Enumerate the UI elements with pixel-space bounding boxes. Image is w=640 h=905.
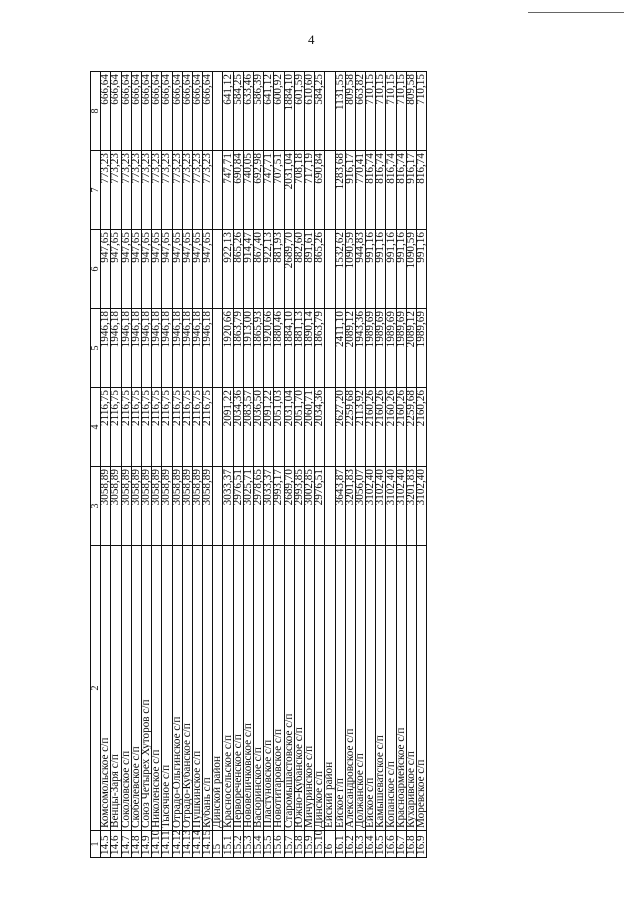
value-cell: 2160,26 bbox=[366, 388, 376, 467]
value-cell: 1946,18 bbox=[111, 309, 121, 388]
column-number: 4 bbox=[91, 388, 101, 467]
row-number: 16.4 bbox=[366, 831, 376, 858]
settlement-name: Пушкинское с/п bbox=[192, 546, 202, 831]
row-number: 14.13 bbox=[182, 831, 192, 858]
settlement-name: Союз Четырех Хуторов с/п bbox=[141, 546, 151, 831]
row-number: 15.9 bbox=[304, 831, 314, 858]
table-row bbox=[406, 72, 416, 858]
table-row bbox=[325, 72, 335, 858]
value-cell: 944,83 bbox=[355, 230, 365, 309]
value-cell: 690,84 bbox=[315, 151, 325, 230]
table-row bbox=[111, 72, 121, 858]
value-cell: 1090,59 bbox=[345, 230, 355, 309]
value-cell: 2259,68 bbox=[345, 388, 355, 467]
value-cell: 2993,85 bbox=[294, 467, 304, 546]
value-cell: 3058,89 bbox=[152, 467, 162, 546]
table-row bbox=[315, 72, 325, 858]
value-cell: 816,74 bbox=[396, 151, 406, 230]
settlement-name: Мичуринское с/п bbox=[304, 546, 314, 831]
value-cell: 773,23 bbox=[121, 151, 131, 230]
column-number: 1 bbox=[91, 831, 101, 858]
value-cell: 2091,22 bbox=[223, 388, 233, 467]
settlement-name: Первореченское с/п bbox=[233, 546, 243, 831]
value-cell: 2160,26 bbox=[396, 388, 406, 467]
value-cell: 867,40 bbox=[254, 230, 264, 309]
table-row bbox=[182, 72, 192, 858]
value-cell: 3643,87 bbox=[335, 467, 345, 546]
value-cell: 922,13 bbox=[264, 230, 274, 309]
row-number: 15 bbox=[213, 831, 223, 858]
value-cell: 2113,92 bbox=[355, 388, 365, 467]
row-number: 15.8 bbox=[294, 831, 304, 858]
value-cell: 2116,75 bbox=[182, 388, 192, 467]
value-cell: 991,16 bbox=[396, 230, 406, 309]
table-row bbox=[101, 72, 111, 858]
value-cell: 3033,37 bbox=[264, 467, 274, 546]
row-number: 16.5 bbox=[376, 831, 386, 858]
column-number: 6 bbox=[91, 230, 101, 309]
value-cell: 2034,36 bbox=[315, 388, 325, 467]
value-cell: 773,23 bbox=[172, 151, 182, 230]
table-row bbox=[304, 72, 314, 858]
value-cell: 1920,66 bbox=[264, 309, 274, 388]
table-row bbox=[121, 72, 131, 858]
value-cell: 3102,40 bbox=[366, 467, 376, 546]
value-cell: 663,82 bbox=[355, 72, 365, 151]
value-cell: 2689,70 bbox=[284, 467, 294, 546]
value-cell: 2160,26 bbox=[376, 388, 386, 467]
value-cell: 816,74 bbox=[386, 151, 396, 230]
value-cell: 773,23 bbox=[131, 151, 141, 230]
value-cell: 1283,68 bbox=[335, 151, 345, 230]
value-cell: 2116,75 bbox=[121, 388, 131, 467]
value-cell: 690,84 bbox=[233, 151, 243, 230]
settlement-name: Отрадо-Ольгинское с/п bbox=[172, 546, 182, 831]
value-cell: 773,23 bbox=[192, 151, 202, 230]
row-number: 15.6 bbox=[274, 831, 284, 858]
value-cell: 1863,79 bbox=[315, 309, 325, 388]
settlement-name: Нововеличковское с/п bbox=[243, 546, 253, 831]
table-row bbox=[141, 72, 151, 858]
value-cell: 1946,18 bbox=[152, 309, 162, 388]
value-cell: 2051,03 bbox=[274, 388, 284, 467]
value-cell: 1943,36 bbox=[355, 309, 365, 388]
value-cell: 641,12 bbox=[223, 72, 233, 151]
scan-edge-line bbox=[528, 12, 624, 13]
value-cell: 3058,89 bbox=[172, 467, 182, 546]
row-number: 14.6 bbox=[111, 831, 121, 858]
value-cell: 947,65 bbox=[152, 230, 162, 309]
value-cell: 3201,83 bbox=[406, 467, 416, 546]
value-cell: 1532,62 bbox=[335, 230, 345, 309]
value-cell: 1946,18 bbox=[182, 309, 192, 388]
settlement-name: Соколовское с/п bbox=[121, 546, 131, 831]
settlement-name: Красносельское с/п bbox=[223, 546, 233, 831]
settlement-name: Камышеватское с/п bbox=[376, 546, 386, 831]
value-cell: 891,61 bbox=[304, 230, 314, 309]
row-number: 16.2 bbox=[345, 831, 355, 858]
value-cell: 710,15 bbox=[396, 72, 406, 151]
value-cell: 2060,71 bbox=[304, 388, 314, 467]
row-number: 14.14 bbox=[192, 831, 202, 858]
value-cell: 3033,37 bbox=[223, 467, 233, 546]
value-cell: 710,15 bbox=[417, 72, 427, 151]
value-cell: 2627,20 bbox=[335, 388, 345, 467]
value-cell: 666,64 bbox=[141, 72, 151, 151]
settlement-name: Кубань с/п bbox=[203, 546, 213, 831]
settlement-name: Венцы-Заря с/п bbox=[111, 546, 121, 831]
value-cell: 773,23 bbox=[141, 151, 151, 230]
value-cell: 1865,93 bbox=[254, 309, 264, 388]
value-cell: 816,74 bbox=[376, 151, 386, 230]
value-cell: 2116,75 bbox=[111, 388, 121, 467]
row-number: 16.6 bbox=[386, 831, 396, 858]
page-number: 4 bbox=[308, 32, 315, 47]
value-cell: 584,25 bbox=[233, 72, 243, 151]
value-cell: 1090,59 bbox=[406, 230, 416, 309]
row-number: 16.3 bbox=[355, 831, 365, 858]
value-cell: 773,23 bbox=[203, 151, 213, 230]
value-cell: 2160,26 bbox=[386, 388, 396, 467]
value-cell: 947,65 bbox=[192, 230, 202, 309]
value-cell: 2116,75 bbox=[141, 388, 151, 467]
value-cell: 2034,36 bbox=[233, 388, 243, 467]
value-cell: 747,71 bbox=[223, 151, 233, 230]
value-cell: 2036,50 bbox=[254, 388, 264, 467]
value-cell: 947,65 bbox=[162, 230, 172, 309]
settlement-name: Должанское с/п bbox=[355, 546, 365, 831]
settlement-name: Николенское с/п bbox=[152, 546, 162, 831]
value-cell: 3058,89 bbox=[121, 467, 131, 546]
value-cell: 2116,75 bbox=[101, 388, 111, 467]
value-cell: 666,64 bbox=[152, 72, 162, 151]
value-cell: 882,60 bbox=[294, 230, 304, 309]
value-cell: 1946,18 bbox=[121, 309, 131, 388]
value-cell: 586,39 bbox=[254, 72, 264, 151]
settlement-name: Новотитаровское с/п bbox=[274, 546, 284, 831]
value-cell: 3058,89 bbox=[182, 467, 192, 546]
row-number: 14.5 bbox=[101, 831, 111, 858]
value-cell: 773,23 bbox=[111, 151, 121, 230]
value-cell: 916,17 bbox=[406, 151, 416, 230]
value-cell: 666,64 bbox=[121, 72, 131, 151]
column-number: 2 bbox=[91, 546, 101, 831]
row-number: 16.7 bbox=[396, 831, 406, 858]
value-cell: 2091,22 bbox=[264, 388, 274, 467]
settlement-name: Пластуновское с/п bbox=[264, 546, 274, 831]
value-cell: 809,58 bbox=[345, 72, 355, 151]
value-cell: 2031,04 bbox=[284, 151, 294, 230]
table-row bbox=[376, 72, 386, 858]
value-cell: 3201,83 bbox=[345, 467, 355, 546]
value-cell: 991,16 bbox=[386, 230, 396, 309]
value-cell: 710,15 bbox=[386, 72, 396, 151]
value-cell: 633,46 bbox=[243, 72, 253, 151]
value-cell: 2051,70 bbox=[294, 388, 304, 467]
settlement-name: Отрадо-Кубанское с/п bbox=[182, 546, 192, 831]
table-row bbox=[396, 72, 406, 858]
value-cell: 600,92 bbox=[274, 72, 284, 151]
value-cell: 2116,75 bbox=[172, 388, 182, 467]
table-row bbox=[345, 72, 355, 858]
value-cell: 740,05 bbox=[243, 151, 253, 230]
value-cell: 1890,14 bbox=[304, 309, 314, 388]
column-number: 8 bbox=[91, 72, 101, 151]
value-cell: 1881,13 bbox=[294, 309, 304, 388]
value-cell: 1863,79 bbox=[233, 309, 243, 388]
value-cell: 666,64 bbox=[131, 72, 141, 151]
value-cell: 666,64 bbox=[172, 72, 182, 151]
value-cell: 770,41 bbox=[355, 151, 365, 230]
value-cell: 1946,18 bbox=[192, 309, 202, 388]
value-cell: 692,98 bbox=[254, 151, 264, 230]
row-number: 14.15 bbox=[203, 831, 213, 858]
settlement-name: Динской район bbox=[213, 546, 223, 831]
row-number: 14.10 bbox=[152, 831, 162, 858]
value-cell: 666,64 bbox=[182, 72, 192, 151]
row-number: 15.1 bbox=[223, 831, 233, 858]
value-cell: 1946,18 bbox=[162, 309, 172, 388]
value-cell: 2160,26 bbox=[417, 388, 427, 467]
value-cell: 947,65 bbox=[141, 230, 151, 309]
settlement-name: Старомышастовское с/п bbox=[284, 546, 294, 831]
value-cell: 914,47 bbox=[243, 230, 253, 309]
value-cell: 916,17 bbox=[345, 151, 355, 230]
settlement-name: Васюринское с/п bbox=[254, 546, 264, 831]
value-cell: 1920,66 bbox=[223, 309, 233, 388]
table-row bbox=[417, 72, 427, 858]
table-row bbox=[192, 72, 202, 858]
settlement-name: Александровское с/п bbox=[345, 546, 355, 831]
value-cell: 947,65 bbox=[131, 230, 141, 309]
settlement-name: Ейское с/п bbox=[366, 546, 376, 831]
value-cell: 1946,18 bbox=[101, 309, 111, 388]
value-cell: 747,71 bbox=[264, 151, 274, 230]
value-cell: 3058,89 bbox=[192, 467, 202, 546]
value-cell: 773,23 bbox=[152, 151, 162, 230]
value-cell: 666,64 bbox=[203, 72, 213, 151]
settlement-name: Моревское с/п bbox=[417, 546, 427, 831]
row-number: 16.8 bbox=[406, 831, 416, 858]
value-cell: 1989,69 bbox=[376, 309, 386, 388]
value-cell: 2116,75 bbox=[162, 388, 172, 467]
value-cell: 2259,68 bbox=[406, 388, 416, 467]
value-cell: 666,64 bbox=[192, 72, 202, 151]
value-cell: 2089,12 bbox=[406, 309, 416, 388]
value-cell: 710,15 bbox=[366, 72, 376, 151]
tariff-table bbox=[90, 71, 427, 858]
settlement-name: Скобелевское с/п bbox=[131, 546, 141, 831]
value-cell: 3102,40 bbox=[386, 467, 396, 546]
value-cell: 1946,18 bbox=[203, 309, 213, 388]
value-cell: 2993,17 bbox=[274, 467, 284, 546]
value-cell: 2116,75 bbox=[131, 388, 141, 467]
settlement-name: Кухаривское с/п bbox=[406, 546, 416, 831]
value-cell: 816,74 bbox=[366, 151, 376, 230]
value-cell: 1946,18 bbox=[172, 309, 182, 388]
value-cell: 3025,71 bbox=[243, 467, 253, 546]
settlement-name: Ейский район bbox=[325, 546, 335, 831]
value-cell: 601,59 bbox=[294, 72, 304, 151]
value-cell: 1946,18 bbox=[131, 309, 141, 388]
value-cell: 947,65 bbox=[101, 230, 111, 309]
value-cell: 922,13 bbox=[223, 230, 233, 309]
value-cell: 1131,55 bbox=[335, 72, 345, 151]
settlement-name: Комсомольское с/п bbox=[101, 546, 111, 831]
column-number: 3 bbox=[91, 467, 101, 546]
row-number: 14.12 bbox=[172, 831, 182, 858]
value-cell: 1989,69 bbox=[396, 309, 406, 388]
row-number: 15.10 bbox=[315, 831, 325, 858]
value-cell: 2116,75 bbox=[152, 388, 162, 467]
value-cell: 1989,69 bbox=[417, 309, 427, 388]
value-cell: 3002,85 bbox=[304, 467, 314, 546]
row-number: 15.4 bbox=[254, 831, 264, 858]
value-cell: 947,65 bbox=[172, 230, 182, 309]
value-cell: 2116,75 bbox=[192, 388, 202, 467]
value-cell: 584,25 bbox=[315, 72, 325, 151]
table-row bbox=[203, 72, 213, 858]
row-number: 15.3 bbox=[243, 831, 253, 858]
value-cell: 991,16 bbox=[417, 230, 427, 309]
value-cell: 947,65 bbox=[182, 230, 192, 309]
row-number: 15.5 bbox=[264, 831, 274, 858]
value-cell: 3058,89 bbox=[162, 467, 172, 546]
value-cell: 707,51 bbox=[274, 151, 284, 230]
value-cell: 991,16 bbox=[376, 230, 386, 309]
value-cell: 2411,10 bbox=[335, 309, 345, 388]
value-cell: 1946,18 bbox=[141, 309, 151, 388]
settlement-name: Южно-Кубанское с/п bbox=[294, 546, 304, 831]
value-cell: 881,93 bbox=[274, 230, 284, 309]
value-cell: 641,12 bbox=[264, 72, 274, 151]
value-cell: 2976,51 bbox=[315, 467, 325, 546]
value-cell: 1884,10 bbox=[284, 72, 294, 151]
value-cell: 947,65 bbox=[203, 230, 213, 309]
rotated-table-wrapper bbox=[90, 72, 428, 858]
row-number: 14.11 bbox=[162, 831, 172, 858]
value-cell: 1884,10 bbox=[284, 309, 294, 388]
value-cell: 2083,57 bbox=[243, 388, 253, 467]
value-cell: 3058,89 bbox=[203, 467, 213, 546]
value-cell: 1989,69 bbox=[366, 309, 376, 388]
value-cell: 773,23 bbox=[101, 151, 111, 230]
value-cell: 3102,40 bbox=[417, 467, 427, 546]
value-cell: 2689,70 bbox=[284, 230, 294, 309]
value-cell: 3058,89 bbox=[101, 467, 111, 546]
settlement-name: Динское с/п bbox=[315, 546, 325, 831]
value-cell: 666,64 bbox=[111, 72, 121, 151]
row-number: 15.7 bbox=[284, 831, 294, 858]
row-number: 14.7 bbox=[121, 831, 131, 858]
value-cell: 809,58 bbox=[406, 72, 416, 151]
value-cell: 2976,51 bbox=[233, 467, 243, 546]
table-row bbox=[294, 72, 304, 858]
value-cell: 708,18 bbox=[294, 151, 304, 230]
value-cell: 666,64 bbox=[101, 72, 111, 151]
value-cell: 3058,89 bbox=[111, 467, 121, 546]
row-number: 16.1 bbox=[335, 831, 345, 858]
column-number: 5 bbox=[91, 309, 101, 388]
value-cell: 2031,04 bbox=[284, 388, 294, 467]
table-row bbox=[243, 72, 253, 858]
row-number: 14.8 bbox=[131, 831, 141, 858]
settlement-name: Тысячное с/п bbox=[162, 546, 172, 831]
value-cell: 3102,40 bbox=[376, 467, 386, 546]
value-cell: 1913,00 bbox=[243, 309, 253, 388]
table-body bbox=[91, 72, 427, 858]
value-cell: 2089,12 bbox=[345, 309, 355, 388]
value-cell: 2116,75 bbox=[203, 388, 213, 467]
value-cell: 717,19 bbox=[304, 151, 314, 230]
value-cell: 3058,89 bbox=[141, 467, 151, 546]
value-cell: 3058,89 bbox=[131, 467, 141, 546]
settlement-name: Красноармейское с/п bbox=[396, 546, 406, 831]
value-cell: 3102,40 bbox=[396, 467, 406, 546]
value-cell: 2978,65 bbox=[254, 467, 264, 546]
value-cell: 773,23 bbox=[162, 151, 172, 230]
value-cell: 865,26 bbox=[315, 230, 325, 309]
value-cell: 773,23 bbox=[182, 151, 192, 230]
value-cell: 710,15 bbox=[376, 72, 386, 151]
settlement-name: Копанское с/п bbox=[386, 546, 396, 831]
value-cell: 3056,07 bbox=[355, 467, 365, 546]
value-cell: 947,65 bbox=[121, 230, 131, 309]
row-number: 15.2 bbox=[233, 831, 243, 858]
value-cell: 991,16 bbox=[366, 230, 376, 309]
value-cell: 610,60 bbox=[304, 72, 314, 151]
row-number: 14.9 bbox=[141, 831, 151, 858]
value-cell: 1880,46 bbox=[274, 309, 284, 388]
value-cell: 947,65 bbox=[111, 230, 121, 309]
row-number: 16 bbox=[325, 831, 335, 858]
column-number: 7 bbox=[91, 151, 101, 230]
table-row bbox=[152, 72, 162, 858]
table-row bbox=[355, 72, 365, 858]
value-cell: 1989,69 bbox=[386, 309, 396, 388]
value-cell: 865,26 bbox=[233, 230, 243, 309]
settlement-name: Ейское г/п bbox=[335, 546, 345, 831]
row-number: 16.9 bbox=[417, 831, 427, 858]
value-cell: 816,74 bbox=[417, 151, 427, 230]
value-cell: 666,64 bbox=[162, 72, 172, 151]
